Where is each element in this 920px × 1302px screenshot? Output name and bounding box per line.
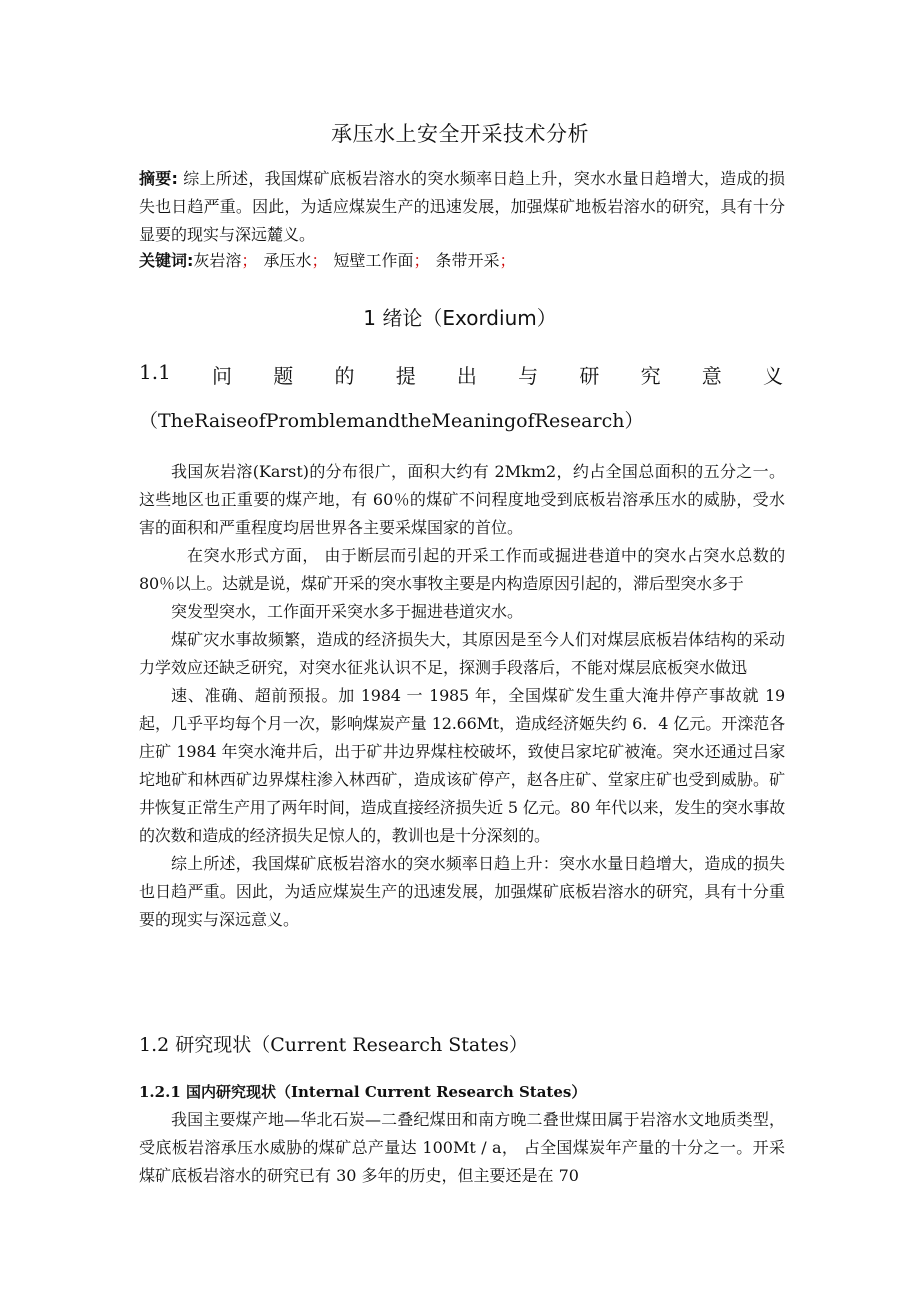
abstract-label: 摘要: (139, 169, 178, 188)
section-heading-1-2-1: 1.2.1 国内研究现状（Internal Current Research States） (139, 1083, 587, 1101)
keyword-item: 承压水 (263, 251, 312, 270)
keyword-separator: ； (241, 251, 258, 270)
section-char: 问 (212, 364, 233, 388)
keywords (139, 249, 785, 273)
paragraph: 我国主要煤产地—华北石炭—二叠纪煤田和南方晚二叠世煤田属于岩溶水文地质类型，受底板岩溶承压水威胁的煤矿总产量达 100Mt / a， 占全国煤炭年产量的十分之一。开采煤矿底板岩溶水的研究已有 30 多年的历史，但主要还是在 70 (139, 1110, 785, 1185)
body-section-1-2-1 (139, 1106, 785, 1190)
section-char: 究 (640, 364, 661, 388)
section-char: 题 (273, 364, 294, 388)
section-heading-1-1 (139, 360, 783, 389)
section-number: 1.1 (139, 360, 171, 384)
paragraph: 综上所述，我国煤矿底板岩溶水的突水频率日趋上升：突水水量日趋增大，造成的损失也日趋严重。因此，为适应煤炭生产的迅速发展，加强煤矿底板岩溶水的研究，具有十分重要的现实与深远意义。 (139, 854, 785, 929)
paragraph: 煤矿灾水事故频繁，造成的经济损失大，其原因是至今人们对煤层底板岩体结构的采动力学效应还缺乏研究，对突水征兆认识不足，探测手段落后，不能对煤层底板突水做迅 (139, 630, 785, 677)
abstract (139, 165, 785, 249)
paragraph: 突发型突水，工作面开采突水多于掘进巷道灾水。 (171, 602, 524, 621)
section-heading-1-2: 1.2 研究现状（Current Research States） (139, 1034, 528, 1056)
keyword-separator: ； (499, 251, 516, 270)
keyword-separator: ； (413, 251, 430, 270)
chapter-heading: 1 绪论（Exordium） (363, 306, 557, 330)
section-char: 与 (518, 364, 539, 388)
abstract-text: 综上所述，我国煤矿底板岩溶水的突水频率日趋上升，突水水量日趋增大，造成的损失也日趋严重。因此，为适应煤炭生产的迅速发展，加强煤矿地板岩溶水的研究，具有十分显要的现实与深远麓义。 (139, 169, 785, 244)
section-char: 意 (701, 364, 722, 388)
section-char: 提 (395, 364, 416, 388)
paragraph: 速、准确、超前预报。加 1984 一 1985 年，全国煤矿发生重大淹井停产事故就 19 起，几乎平均每个月一次，影响煤炭产量 12.66Mt，造成经济姬失约 6．4 亿元。开滦范各庄矿 1984 年突水淹井后，出于矿井边界煤柱校破坏，致使吕家坨矿被淹。突水还通过吕家坨地矿和林西矿边界煤柱渗入林西矿，造成该矿停产，赵各庄矿、堂家庄矿也受到威胁。矿井恢复正常生产用了两年时间，造成直接经济损失近 5 亿元。80 年代以来，发生的突水事故的次数和造成的经济损失足惊人的，教训也是十分深刻的。 (139, 686, 785, 845)
section-heading-1-1-english: （TheRaiseofPromblemandtheMeaningofResearch） (139, 410, 644, 432)
paragraph: 我国灰岩溶(Karst)的分布很广，面积大约有 2Mkm2，约占全国总面积的五分之一。这些地区也正重要的煤产地，有 60％的煤矿不问程度地受到底板岩溶承压水的威胁，受水害的面积和严重程度均居世界各主要采煤国家的首位。 (139, 462, 785, 537)
section-char: 出 (456, 364, 477, 388)
section-char: 研 (579, 364, 600, 388)
keyword-item: 短壁工作面 (333, 251, 414, 270)
keyword-item: 条带开采 (435, 251, 500, 270)
keyword-item: 灰岩溶 (193, 251, 242, 270)
document-title: 承压水上安全开采技术分析 (331, 122, 589, 146)
section-char: 的 (334, 364, 355, 388)
body-section-1-1 (139, 458, 785, 934)
keyword-separator: ； (311, 251, 328, 270)
section-char: 义 (763, 364, 783, 388)
paragraph: 在突水形式方面， 由于断层而引起的开采工作而或掘进巷道中的突水占突水总数的 80％以上。达就是说，煤矿开采的突水事牧主要是内构造原因引起的，滞后型突水多于 (139, 546, 785, 593)
keywords-label: 关键词: (139, 251, 194, 270)
